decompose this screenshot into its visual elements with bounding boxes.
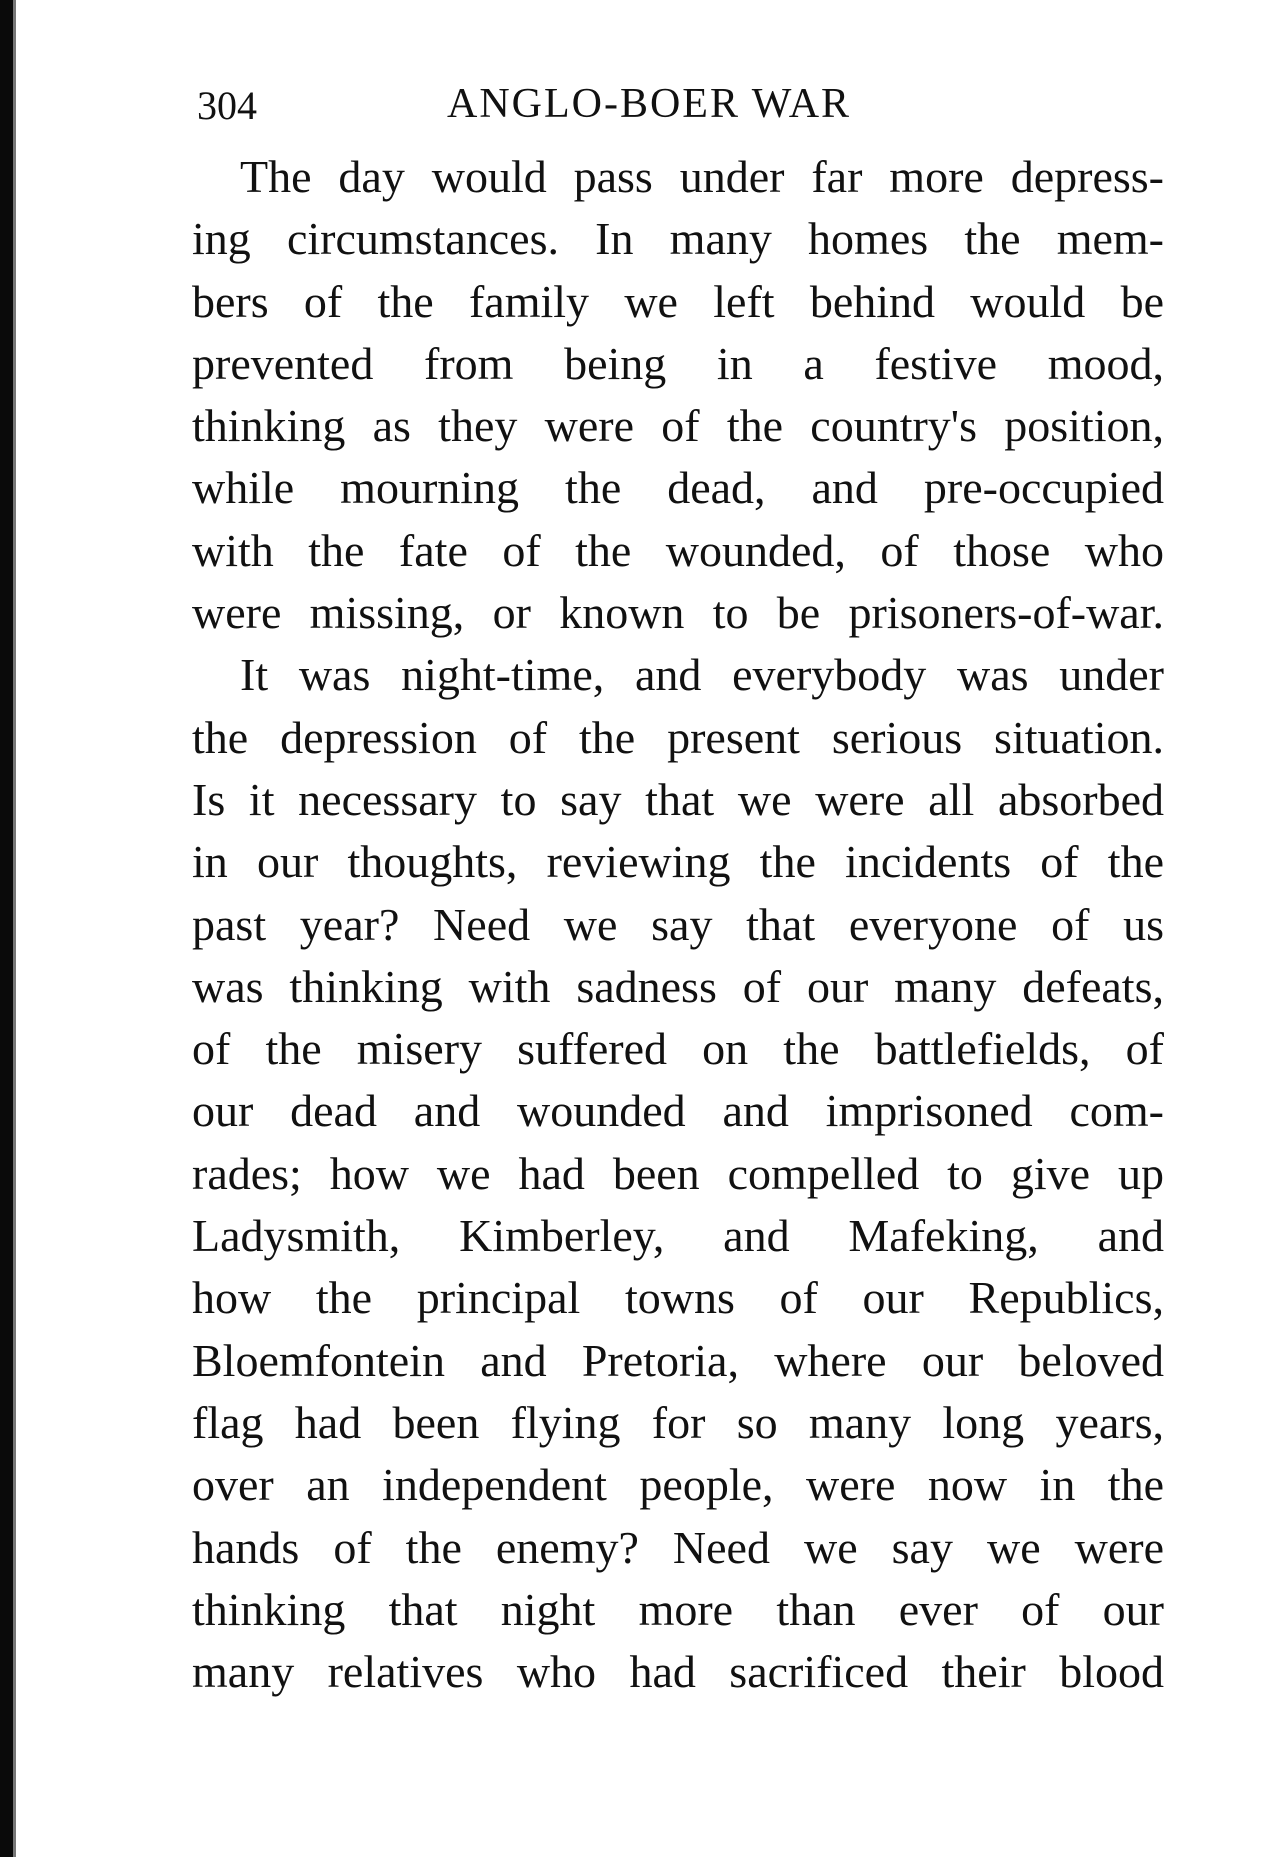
text-line: past year? Need we say that everyone of us <box>192 898 1164 950</box>
text-line: over an independent people, were now in the <box>192 1459 1164 1511</box>
text-line: flag had been flying for so many long years, <box>192 1396 1164 1448</box>
text-line: how the principal towns of our Republics, <box>192 1272 1164 1324</box>
page-number: 304 <box>197 83 257 128</box>
text-line: thinking as they were of the country's position, <box>192 400 1164 452</box>
text-line: Is it necessary to say that we were all absorbed <box>192 773 1164 825</box>
text-line: many relatives who had sacrificed their blood <box>192 1646 1164 1698</box>
book-binding-edge <box>0 0 13 1857</box>
text-line: The day would pass under far more depress- <box>240 151 1164 202</box>
text-line: rades; how we had been compelled to give up <box>192 1147 1164 1199</box>
book-binding-shadow <box>13 0 16 1857</box>
body-text <box>192 146 1164 1703</box>
text-line: were missing, or known to be prisoners-of-war. <box>192 587 1164 639</box>
text-line: of the misery suffered on the battlefields, of <box>192 1023 1164 1075</box>
text-line: ing circumstances. In many homes the mem- <box>192 213 1164 265</box>
text-line: in our thoughts, reviewing the incidents of the <box>192 836 1164 888</box>
text-line: with the fate of the wounded, of those who <box>192 524 1164 576</box>
text-line: Ladysmith, Kimberley, and Mafeking, and <box>192 1210 1164 1262</box>
text-line: thinking that night more than ever of our <box>192 1583 1164 1635</box>
running-title: ANGLO-BOER WAR <box>447 81 852 127</box>
text-line: prevented from being in a festive mood, <box>192 337 1164 389</box>
text-line: while mourning the dead, and pre-occupied <box>192 462 1164 514</box>
text-line: the depression of the present serious situation. <box>192 711 1164 763</box>
text-line: our dead and wounded and imprisoned com- <box>192 1085 1164 1137</box>
text-line: was thinking with sadness of our many defeats, <box>192 960 1164 1012</box>
text-line: hands of the enemy? Need we say we were <box>192 1521 1164 1573</box>
text-line: bers of the family we left behind would be <box>192 275 1164 327</box>
text-line: Bloemfontein and Pretoria, where our beloved <box>192 1334 1164 1386</box>
text-line: It was night-time, and everybody was under <box>240 649 1164 701</box>
